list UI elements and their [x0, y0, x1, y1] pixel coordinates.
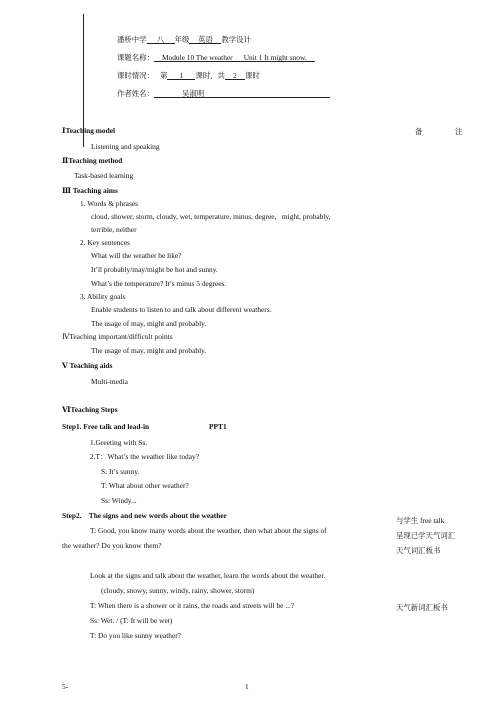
header-line-lesson: 课时情况： 第 1 课时，共 2 课时: [117, 71, 260, 80]
aims-sentence-3: What’s the temperature? It’s minus 5 degrees.: [91, 279, 227, 288]
step1-line-5: Ss: Windy...: [101, 496, 137, 505]
section-content-method: Task-based learning: [74, 171, 134, 180]
header-line-author: 作者姓名： 吴淑明: [117, 90, 330, 98]
remarks-label-1: 备: [415, 127, 423, 136]
step2-para-1a: T: Good, you know many words about the weather, then what about the signs of: [90, 526, 327, 535]
step1-line-2: 2.T：What’s the weather like today?: [90, 452, 199, 461]
section-heading-aims: Ⅲ Teaching aims: [62, 186, 118, 195]
step1-line-1: 1.Greeting with Ss.: [90, 438, 148, 447]
note-board-new-words: 天气新词汇板书: [396, 603, 448, 612]
step2-para-2: Look at the signs and talk about the weather, learn the words about the weather.: [90, 571, 326, 580]
aims-item-words: 1. Words & phrases: [80, 199, 138, 208]
step1-heading: Step1. Free talk and lead-in: [62, 422, 150, 431]
step2-para-5: Ss: Wet. / (T: It will be wet): [90, 616, 173, 625]
aims-words-line1: cloud, shower, storm, cloudy, wet, temperature, minus, degree, might, probably,: [91, 212, 331, 221]
remarks-label-2: 注: [455, 127, 463, 136]
section-heading-important: ⅣTeaching important/difficult points: [62, 332, 173, 341]
step2-heading: Step2. The signs and new words about the weather: [62, 511, 227, 520]
step1-ppt: PPT1: [209, 422, 227, 431]
section-content-important: The usage of may, might and probably.: [91, 346, 207, 355]
footer-left: 5-: [62, 682, 69, 691]
page-number: 1: [245, 682, 249, 691]
header-line-school: 潘桥中学 八 年级 英语 教学设计: [117, 35, 251, 44]
aims-sentence-1: What will the weather be like?: [91, 251, 182, 260]
aims-words-line2: terrible, neither: [91, 225, 137, 234]
aims-item-ability: 3. Ability goals: [80, 292, 126, 301]
section-heading-method: ⅡTeaching method: [62, 156, 123, 165]
header-line-title: 课题名称： Module 10 The weather Unit 1 It might snow.: [117, 54, 315, 62]
step2-para-4: T: When there is a shower or it rains, the roads and streets will be ...?: [90, 601, 295, 610]
section-content-aids: Multi-media: [91, 377, 128, 386]
section-heading-model: ⅠTeaching model: [62, 126, 116, 135]
section-content-model: Listening and speaking: [91, 142, 160, 151]
step1-line-4: T: What about other weather?: [101, 481, 189, 490]
step1-line-3: S: It’s sunny.: [101, 467, 140, 476]
section-heading-aids: Ⅴ Teaching aids: [62, 361, 113, 370]
step2-para-1b: the weather? Do you know them?: [62, 541, 162, 550]
aims-item-sentences: 2. Key sentences: [80, 238, 130, 247]
note-review-words: 呈现已学天气词汇: [396, 531, 456, 540]
section-heading-steps: ⅥTeaching Steps: [62, 405, 118, 414]
aims-goal-1: Enable students to listen to and talk about different weathers.: [91, 305, 272, 314]
note-free-talk: 与学生 free talk: [396, 516, 445, 525]
note-board-words: 天气词汇板书: [396, 546, 441, 555]
step2-para-3: (cloudy, snowy, sunny, windy, rainy, shower, storm): [101, 586, 255, 595]
step2-para-6: T: Do you like sunny weather?: [90, 631, 181, 640]
aims-goal-2: The usage of may, might and probably.: [91, 319, 207, 328]
aims-sentence-2: It’ll probably/may/might be hot and sunny.: [91, 265, 218, 274]
